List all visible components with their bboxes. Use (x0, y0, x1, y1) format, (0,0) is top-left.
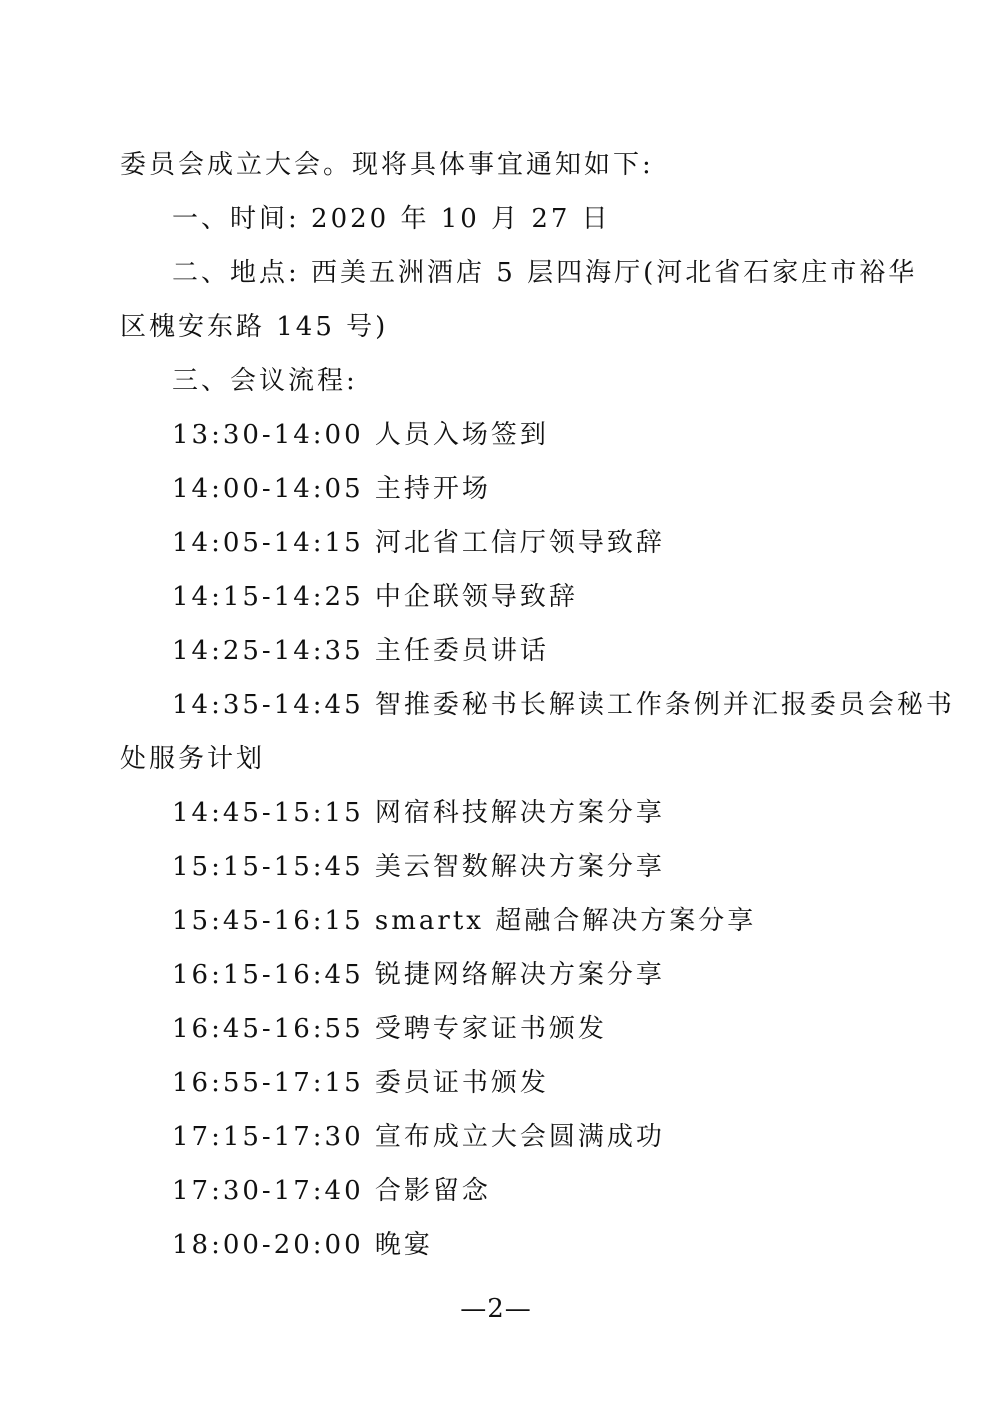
time-line: 一、时间: 2020 年 10 月 27 日 (172, 204, 611, 234)
agenda-item: 13:30-14:00 人员入场签到 (172, 420, 549, 450)
page-number: —2— (460, 1294, 532, 1324)
agenda-item: 16:45-16:55 受聘专家证书颁发 (172, 1014, 607, 1044)
agenda-item: 14:00-14:05 主持开场 (172, 474, 491, 504)
agenda-item: 14:35-14:45 智推委秘书长解读工作条例并汇报委员会秘书 (172, 690, 955, 720)
location-line: 二、地点: 西美五洲酒店 5 层四海厅(河北省石家庄市裕华 (172, 258, 918, 288)
intro-line: 委员会成立大会。现将具体事宜通知如下: (120, 150, 654, 180)
agenda-item: 14:05-14:15 河北省工信厅领导致辞 (172, 528, 665, 558)
agenda-item: 14:25-14:35 主任委员讲话 (172, 636, 549, 666)
location-line-continued: 区槐安东路 145 号) (120, 312, 389, 342)
agenda-item: 15:15-15:45 美云智数解决方案分享 (172, 852, 665, 882)
agenda-item: 17:30-17:40 合影留念 (172, 1176, 491, 1206)
agenda-heading: 三、会议流程: (172, 366, 358, 396)
agenda-item: 17:15-17:30 宣布成立大会圆满成功 (172, 1122, 665, 1152)
agenda-item-continued: 处服务计划 (120, 744, 266, 774)
agenda-item: 14:45-15:15 网宿科技解决方案分享 (172, 798, 665, 828)
agenda-item: 15:45-16:15 smartx 超融合解决方案分享 (172, 906, 757, 936)
agenda-item: 18:00-20:00 晚宴 (172, 1230, 433, 1260)
agenda-item: 14:15-14:25 中企联领导致辞 (172, 582, 578, 612)
agenda-item: 16:15-16:45 锐捷网络解决方案分享 (172, 960, 665, 990)
agenda-item: 16:55-17:15 委员证书颁发 (172, 1068, 549, 1098)
